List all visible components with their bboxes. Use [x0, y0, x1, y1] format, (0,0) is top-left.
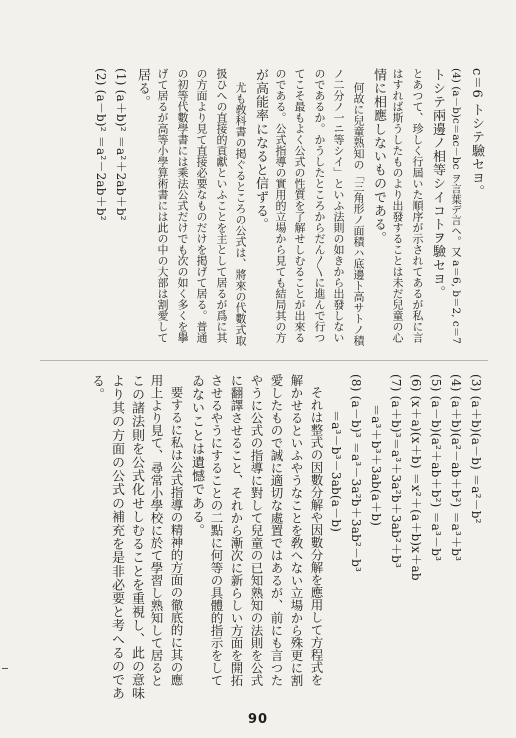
lower-column: やうに公式の指導に對して兒童の已知熟知の法則を公式: [249, 374, 264, 687]
upper-column: 何故に兒童熟知の「三角形ノ面積ハ底邊ト高サトノ積: [352, 82, 365, 346]
upper-column: はすれば斯うしたものより出發することは未だ兒童の心: [391, 68, 404, 343]
upper-column: トシテ兩邊ノ相等シイコトヲ驗セヨ。: [430, 68, 445, 300]
lower-column: 要するに私は公式指導の精神的方面の徹底的に其の應: [169, 386, 184, 686]
lower-column: (8) (a－b)³ ＝a³－3a²b＋3ab²－b³: [349, 374, 363, 573]
lower-column: (6) (x＋a)(x＋b) ＝x²＋(a＋b)x＋ab: [409, 374, 423, 581]
lower-column: に翻譯させること、それから漸次に新らしい方面を開拓: [229, 374, 244, 687]
upper-column: 情に相應しないものである。: [371, 68, 386, 245]
lower-column: る。: [89, 374, 104, 402]
lower-column: より其の方面の公式の補充を是非必要と考へるのであ: [109, 374, 124, 701]
page-number: 90: [247, 712, 269, 727]
upper-column: げて居るが高等小學算術書には此の中の大部は割愛して: [156, 68, 169, 343]
section-divider: [40, 360, 488, 361]
upper-column: の方面より見て直接必要なものだけを掲げて居る。普通: [195, 68, 208, 343]
lower-column: それは整式の因數分解や因數分解を應用して方程式を: [309, 386, 324, 686]
upper-column: のであるか。かうしたところからだん〳〵に進んで行つ: [313, 68, 326, 343]
upper-column: (4) (a－b)c＝ac－bc ヲ言葉デ言ヘ。又 a＝6, b＝2, c＝7: [450, 68, 462, 344]
lower-column: ＝a³＋b³＋3ab(a＋b): [369, 404, 383, 527]
upper-column: 扱ひへの直接的貢獻といふことを主として居るが爲に其: [215, 68, 228, 343]
upper-column: (2) (a－b)² ＝a²－2ab＋b²: [94, 68, 108, 221]
lower-column: ゐないことは遺憾である。: [189, 374, 204, 538]
lower-column: 用上より見て、尋常小學校に於て學習し熟知して居ると: [149, 374, 164, 687]
upper-column: が高能率になると信ずる。: [253, 68, 268, 232]
upper-column: 居る。: [135, 68, 150, 109]
margin-mark: [2, 668, 8, 669]
lower-column: (7) (a＋b)³＝a³＋3a²b＋3ab²＋b³: [389, 374, 403, 569]
upper-column: のである。公式指導の實用的立場から見ても結局其の方: [274, 68, 287, 343]
lower-column: 愛したもので誠に適切な處置ではあるが、前にも言つた: [269, 374, 284, 687]
upper-column: の初等代數學書には乘法公式だけでも次の如く多くを擧: [176, 68, 189, 343]
lower-column: この諸法則を公式化せしむることを重視し、此の意味: [129, 374, 144, 701]
lower-column: ＝a³－b³－3ab(a－b): [329, 410, 343, 533]
upper-column: ノ二分ノ一ニ等シイ」といふ法則の如きから出發しない: [332, 68, 345, 343]
upper-column: (1) (a＋b)² ＝a²＋2ab＋b²: [114, 68, 128, 221]
upper-column: 尤も敎科書の掲ぐるところの公式は、將來の代數式取: [234, 82, 247, 346]
lower-column: (4) (a＋b)(a²－ab＋b²) ＝a³＋b³: [449, 374, 463, 562]
upper-column: c＝6 トシテ驗セヨ。: [469, 68, 484, 199]
upper-column: とあつて、珍しく行屆いた順序が示されてあるが私に言: [411, 68, 424, 343]
lower-column: (5) (a－b)(a²＋ab＋b²) ＝a³－b³: [429, 374, 443, 562]
lower-column: 解かせるといふやうなことを敎へない立場から殊更に割: [289, 374, 304, 687]
lower-column: させるやうにすることの二點に何等の具體的指示をして: [209, 374, 224, 687]
upper-column: てこそ最もよく公式の性質を了解せしむることが出來る: [293, 68, 306, 343]
lower-column: (3) (a＋b)(a－b) ＝a²－b²: [469, 374, 483, 524]
